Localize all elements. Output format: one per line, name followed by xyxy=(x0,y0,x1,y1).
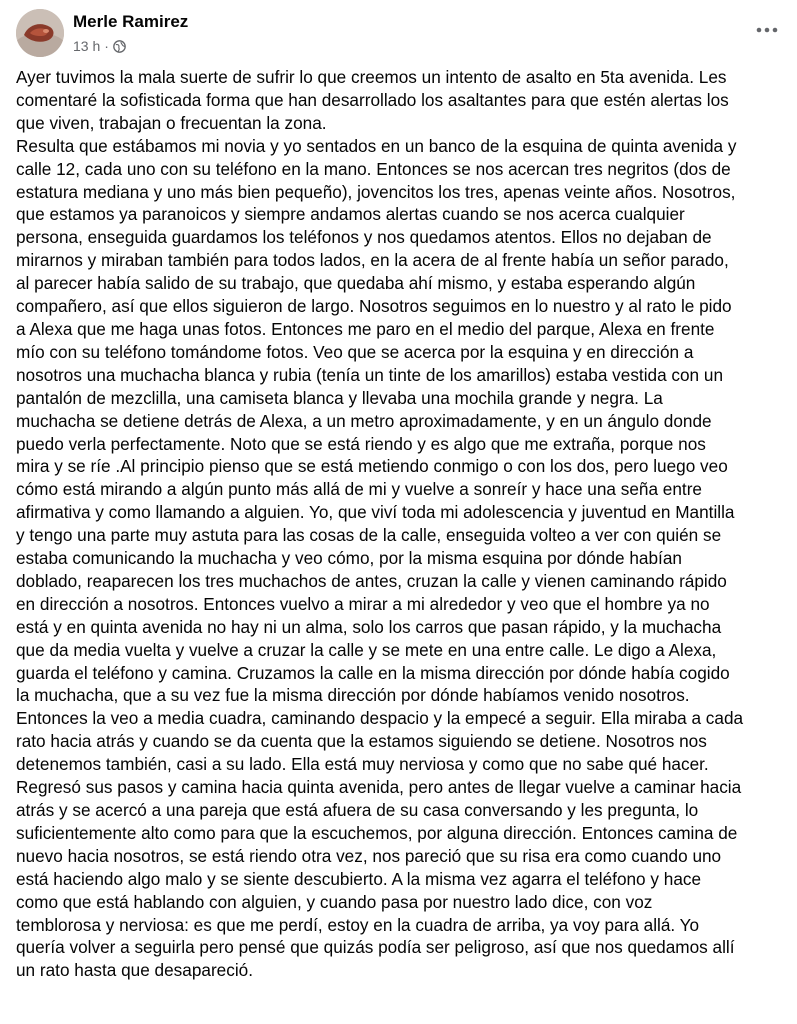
post-paragraph: Resulta que estábamos mi novia y yo sentados en un banco de la esquina de quinta avenida y calle 12, cada uno con su teléfono en la mano. Entonces se nos acercan tres negritos (dos de estatura mediana y uno más bien pequeño), jovencitos los tres, apenas veinte años. Nosotros, que estamos ya paranoicos y siempre andamos alertas cuando se nos acerca cualquier persona, enseguida guardamos los teléfonos y nos quedamos atentos. Ellos no dejaban de mirarnos y miraban también para todos lados, en la acera de al frente había un señor parado, al parecer había salido de su trabajo, que quedaba ahí mismo, y estaba esperando algún compañero, así que ellos siguieron de largo. Nosotros seguimos en lo nuestro y al rato le pido a Alexa que me haga unas fotos. Entonces me paro en el medio del parque, Alexa en frente mío con su teléfono tomándome fotos. Veo que se acerca por la esquina y en dirección a nosotros una muchacha blanca y rubia (tenía un tinte de los amarillos) estaba vestida con un pantalón de mezclilla, una camiseta blanca y llevaba una mochila grande y negra. La muchacha se detiene detrás de Alexa, a un metro aproximadamente, y en un ángulo donde puedo verla perfectamente. Noto que se está riendo y es algo que me extraña, porque nos mira y se ríe .Al principio pienso que se está metiendo conmigo o con los dos, pero luego veo cómo está mirando a algún punto más allá de mi y vuelve a sonreír y hace una seña entre afirmativa y como llamando a alguien. Yo, que viví toda mi adolescencia y juventud en Mantilla y tengo una parte muy astuta para las cosas de la calle, enseguida volteo a ver con quién se estaba comunicando la muchacha y veo cómo, por la misma esquina por dónde habían doblado, reaparecen los tres muchachos de antes, cruzan la calle y vienen caminando rápido en dirección a nosotros. Entonces vuelvo a mirar a mi alrededor y veo que el hombre ya no está y en quinta avenida no hay ni un alma, solo los carros que pasan rápido, y la muchacha que da media vuelta y vuelve a cruzar la calle y se mete en una entre calle. Le digo a Alexa, guarda el teléfono y camina. Cruzamos la calle en la misma dirección por dónde había cogido la muchacha, que a su vez fue la misma dirección por dónde habíamos venido nosotros. xyxy=(16,135,737,706)
meta-separator: · xyxy=(104,38,109,54)
profile-avatar[interactable] xyxy=(16,9,64,57)
globe-icon[interactable] xyxy=(113,40,126,53)
post-paragraph: Ayer tuvimos la mala suerte de sufrir lo que creemos un intento de asalto en 5ta avenida. Les comentaré la sofisticada forma que han desarrollado los asaltantes para que estén alertas los que viven, trabajan o frecuentan la zona. xyxy=(16,67,729,133)
more-horizontal-icon xyxy=(756,27,778,33)
post-timestamp[interactable]: 13 h xyxy=(73,38,101,54)
post-text xyxy=(16,66,786,982)
post-paragraph: Entonces la veo a media cuadra, caminando despacio y la empecé a seguir. Ella miraba a cada rato hacia atrás y cuando se da cuenta que la estamos siguiendo se detiene. Nosotros nos detenemos también, casi a su lado. Ella está muy nerviosa y como que no sabe qué hacer. Regresó sus pasos y camina hacia quinta avenida, pero antes de llegar vuelve a caminar hacia atrás y se acercó a una pareja que está afuera de su casa conversando y les pregunta, lo suficientemente alto como para que la escuchemos, por alguna dirección. Entonces camina de nuevo hacia nosotros, se está riendo otra vez, nos pareció que su risa era como cuando uno está haciendo algo malo y se siente descubierto. A la misma vez agarra el teléfono y hace como que está hablando con alguien, y cuando pasa por nuestro lado dice, con voz temblorosa y nerviosa: es que me perdí, estoy en la cuadra de arriba, ya voy para allá. Yo quería volver a seguirla pero pensé que quizás podía ser peligroso, así que nos quedamos allí un rato hasta que desapareció. xyxy=(16,708,744,981)
post-meta xyxy=(73,38,126,54)
profile-photo xyxy=(16,9,64,57)
post-header xyxy=(16,9,781,59)
author-name[interactable]: Merle Ramirez xyxy=(73,12,189,31)
more-options-button[interactable] xyxy=(753,19,781,41)
